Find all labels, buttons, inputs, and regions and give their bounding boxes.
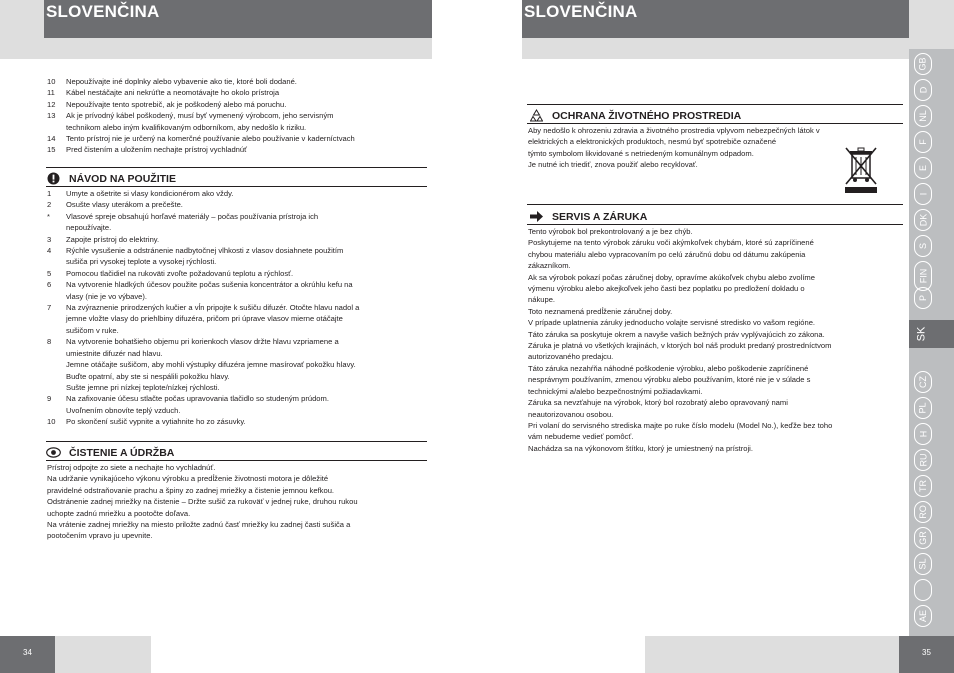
list-item-text: technikom alebo iným kvalifikovaným odborníkom, aby nedošlo k riziku. <box>66 122 307 132</box>
list-item-number: 8 <box>47 337 52 347</box>
list-item-number: 11 <box>47 88 55 98</box>
language-tab-label: H <box>918 430 928 438</box>
text-line: Odstránenie zadnej mriežky na čistenie – Držte sušič za rukoväť v jednej ruke, druhou rukou <box>47 497 358 507</box>
text-line: pootočením vpravo ju upevnite. <box>47 531 153 541</box>
list-item <box>47 144 427 155</box>
page-title: SLOVENČINA <box>44 0 432 38</box>
language-tab[interactable] <box>914 53 932 75</box>
language-tab[interactable] <box>914 157 932 179</box>
language-tab-label: SL <box>917 558 928 570</box>
language-tab[interactable] <box>914 501 932 523</box>
divider <box>46 441 427 442</box>
language-tab-label: I <box>917 192 928 196</box>
list-item-number <box>47 222 66 233</box>
list-item-number: * <box>47 211 50 221</box>
list-item <box>47 313 427 324</box>
text-line: Poskytujeme na tento výrobok záruku voči akýmkoľvek chybám, ktoré sú zapríčinené <box>528 238 814 248</box>
language-tab[interactable] <box>914 579 932 601</box>
list-item-number: 2 <box>47 200 52 210</box>
arrow-right-icon <box>529 209 544 224</box>
list-item <box>47 256 427 267</box>
list-item-number: 14 <box>47 134 56 144</box>
page-title: SLOVENČINA <box>522 0 909 38</box>
list-item <box>47 122 427 133</box>
text-line: autorizovaného predajcu. <box>528 352 614 362</box>
list-item-number <box>47 382 66 393</box>
list-item-number <box>47 405 66 416</box>
recycle-icon <box>529 108 544 123</box>
service-text <box>528 226 908 454</box>
language-tab-label: GB <box>917 57 928 71</box>
list-item-text: Na vytvorenie bohatšieho objemu pri korienkoch vlasov držte hlavu vzpriamene a <box>66 337 339 347</box>
text-line: vám nebudeme vedieť pomôcť. <box>528 432 634 442</box>
list-item <box>47 87 427 98</box>
list-item-text: Nepoužívajte iné doplnky alebo vybavenie ako tie, ktoré boli dodané. <box>66 77 297 86</box>
list-item <box>47 133 427 144</box>
list-item-number: 9 <box>47 394 52 404</box>
service-heading <box>529 209 647 224</box>
list-item-text: Sušte jemne pri nízkej teplote/nízkej rýchlosti. <box>66 382 220 392</box>
cleaning-title: ČISTENIE A ÚDRŽBA <box>69 446 175 459</box>
language-tab-active[interactable] <box>909 320 954 348</box>
language-tab[interactable] <box>914 449 932 471</box>
divider <box>46 460 427 461</box>
text-line: výmenu výrobku alebo akejkoľvek jeho časti bez poplatku po predložení dokladu o <box>528 284 805 294</box>
list-item <box>47 222 427 233</box>
list-item <box>47 110 427 121</box>
language-tab-label: NL <box>917 110 928 122</box>
text-line: Táto záruka nezahŕňa náhodné poškodenie výrobku, alebo poškodenie zapríčinené <box>528 363 809 373</box>
cleaning-text <box>47 462 432 542</box>
list-item-text: Pomocou tlačidiel na rukoväti zvoľte požadovanú teplotu a rýchlosť. <box>66 268 294 278</box>
list-item-text: Na zafixovanie účesu stlačte počas upravovania tlačidlo so studeným prúdom. <box>66 394 329 404</box>
text-line: chybou materiálu alebo vypracovaním po celú záručnú dobu od dátumu zakúpenia <box>528 249 806 259</box>
list-item-text: Nepoužívajte tento spotrebič, ak je poškodený alebo má poruchu. <box>66 99 287 109</box>
language-tab[interactable] <box>914 397 932 419</box>
environment-heading <box>529 108 741 123</box>
list-item-number <box>47 122 66 133</box>
list-item-text: sušičom v ruke. <box>66 325 119 335</box>
list-item <box>47 371 427 382</box>
list-item-text: vlasy (nie je vo výbave). <box>66 291 148 301</box>
language-tab-label: P <box>917 294 928 302</box>
list-item-text: Na zvýraznenie prirodzených kučier a vĺn pripojte k sušiču difuzér. Otočte hlavu nadol a <box>66 303 360 313</box>
list-item-number: 13 <box>47 111 56 121</box>
list-item-number <box>47 313 66 324</box>
text-line: Ak sa výrobok pokazí počas záručnej doby, opravíme akúkoľvek chybu alebo zvolíme <box>528 272 815 282</box>
list-item-text: Na vytvorenie hladkých účesov použite počas sušenia koncentrátor a okrúhlu kefu na <box>66 280 353 290</box>
service-title: SERVIS A ZÁRUKA <box>552 210 648 223</box>
list-item-text: nepoužívajte. <box>66 223 112 233</box>
language-tab-label: RO <box>918 505 928 519</box>
list-item <box>47 393 427 404</box>
environment-text <box>528 125 868 171</box>
list-item-number: 10 <box>47 417 56 427</box>
right-page <box>477 0 954 673</box>
text-line: Aby nedošlo k ohrozeniu zdravia a životného prostredia vplyvom nebezpečných látok v <box>528 126 820 135</box>
list-item <box>47 359 427 370</box>
list-item <box>47 382 427 393</box>
list-item-text: Ak je prívodný kábel poškodený, musí byť vymenený výrobcom, jeho servisným <box>66 111 334 121</box>
text-line: nesprávnym používaním, zmenou výrobku alebo používaním, ktoré nie je v súlade s <box>528 375 811 385</box>
language-tab[interactable] <box>914 287 932 309</box>
text-line: Záruka je platná vo všetkých krajinách, v ktorých bol náš produkt predaný prostredníctvom <box>528 341 832 351</box>
usage-list <box>47 188 427 428</box>
list-item-number <box>47 325 66 336</box>
list-item <box>47 325 427 336</box>
list-item <box>47 234 427 245</box>
list-item <box>47 302 427 313</box>
list-item <box>47 268 427 279</box>
list-item <box>47 291 427 302</box>
list-item <box>47 416 427 427</box>
crossed-bin-icon <box>843 146 879 194</box>
language-tab[interactable] <box>914 131 932 153</box>
language-tab[interactable] <box>914 475 932 497</box>
language-tab-label: DK <box>917 213 928 227</box>
list-item-number <box>47 291 66 302</box>
text-line: elektrických a elektronických produktoch, nesmú byť spotrebiče označené <box>528 137 777 147</box>
language-tab-label: F <box>918 139 928 145</box>
list-item-text: Buďte opatrní, aby ste si nespálili pokožku hlavy. <box>66 371 230 381</box>
language-tab-label: D <box>918 86 928 94</box>
list-item <box>47 405 427 416</box>
usage-title: NÁVOD NA POUŽITIE <box>69 172 176 185</box>
list-item-number: 3 <box>47 234 52 244</box>
text-line: zákazníkom. <box>528 261 571 271</box>
list-item-text: Po skončení sušič vypnite a vytiahnite ho zo zásuvky. <box>66 417 246 427</box>
text-line: Záruka sa nevzťahuje na výrobok, ktorý bol rozobratý alebo opravovaný nami <box>528 398 788 408</box>
language-tab[interactable] <box>914 553 932 575</box>
text-line: technickými a/alebo bezpečnostnými požiadavkami. <box>528 386 703 396</box>
list-item-text: Rýchle vysušenie a odstránenie nadbytočnej vlhkosti z vlasov dosiahnete použitím <box>66 246 344 256</box>
divider <box>46 167 427 168</box>
divider <box>527 104 903 105</box>
list-item <box>47 188 427 199</box>
list-item <box>47 336 427 347</box>
language-tab-label: CZ <box>918 376 928 388</box>
list-item-text: sušiča pri vysokej teplote a vysokej rýchlosti. <box>66 257 217 267</box>
list-item-number: 5 <box>47 268 52 278</box>
language-tab-label: RU <box>918 453 928 467</box>
text-line: týmto symbolom likvidované s netriedeným komunálnym odpadom. <box>528 148 754 158</box>
list-item <box>47 76 427 87</box>
page-number: 34 <box>0 636 55 673</box>
language-tab-label: FIN <box>918 268 928 284</box>
warning-icon <box>46 171 61 186</box>
list-item-number: 15 <box>47 145 56 155</box>
divider <box>527 224 903 225</box>
environment-title: OCHRANA ŽIVOTNÉHO PROSTREDIA <box>552 109 742 122</box>
cleaning-heading <box>46 445 174 460</box>
list-item <box>47 211 427 222</box>
text-line: Na udržanie vynikajúceho výkonu výrobku a predĺženie životnosti motora je dôležité <box>47 474 329 484</box>
list-item-text: Jemne otáčajte sušičom, aby mohli výstupky difuzéra jemne masírovať pokožku hlavy. <box>66 360 356 370</box>
list-item <box>47 279 427 290</box>
divider <box>527 123 903 124</box>
list-item-text: Kábel nestáčajte ani nekrúťte a neomotávajte ho okolo prístroja <box>66 88 280 98</box>
page-number: 35 <box>899 636 954 673</box>
text-line: Toto neznamená predĺženie záručnej doby. <box>528 306 673 316</box>
list-item-text: Tento prístroj nie je určený na komerčné používanie alebo používanie v kaderníctvach <box>66 134 355 144</box>
text-line: Pri volaní do servisného strediska majte po ruke číslo modelu (Model No.), keďže bez toho <box>528 420 833 430</box>
list-item-text: Osušte vlasy uterákom a prečešte. <box>66 200 183 210</box>
language-tab[interactable] <box>914 209 932 231</box>
text-line: Prístroj odpojte zo siete a nechajte ho vychladnúť. <box>47 463 216 472</box>
language-tab[interactable] <box>914 105 932 127</box>
list-item-text: Zapojte prístroj do elektriny. <box>66 234 160 244</box>
language-tab-label: TR <box>918 480 928 492</box>
list-item-text: jemne vložte vlasy do priehlbiny difuzéra, pričom pri úprave vlasov mierne otáčajte <box>66 314 343 324</box>
language-tab[interactable] <box>914 605 932 627</box>
eye-icon <box>46 445 61 460</box>
list-item-number <box>47 371 66 382</box>
divider <box>527 204 903 205</box>
list-item-text: Vlasové spreje obsahujú horľavé materiály – počas používania prístroja ich <box>66 211 319 221</box>
list-item <box>47 348 427 359</box>
language-tab[interactable] <box>914 423 932 445</box>
list-item-number <box>47 256 66 267</box>
language-tab-label: GR <box>918 531 928 545</box>
language-tab-label: PL <box>917 402 928 414</box>
list-item-text: umiestnite difuzér nad hlavu. <box>66 348 163 358</box>
list-item-number: 1 <box>47 189 52 198</box>
list-item-text: Pred čistením a uložením nechajte prístroj vychladnúť <box>66 145 247 155</box>
language-tab[interactable] <box>914 527 932 549</box>
text-line: Na vrátenie zadnej mriežky na miesto priložte zadnú časť mriežky ku zadnej časti sušiča a <box>47 520 351 530</box>
list-item-number: 6 <box>47 280 52 290</box>
list-item <box>47 99 427 110</box>
list-item-number: 10 <box>47 77 56 86</box>
text-line: Táto záruka sa poskytuje okrem a navyše vašich bežných práv vyplývajúcich zo zákona. <box>528 329 825 339</box>
list-item-text: Umyte a ošetrite si vlasy kondicionérom ako vždy. <box>66 189 234 198</box>
active-language-label: SK <box>915 326 928 342</box>
list-item <box>47 199 427 210</box>
list-item-number: 4 <box>47 246 52 256</box>
text-line: Tento výrobok bol prekontrolovaný a je bez chýb. <box>528 227 693 236</box>
list-item-number: 7 <box>47 303 52 313</box>
language-tab[interactable] <box>914 235 932 257</box>
list-item-text: Uvoľnením obnovíte teplý vzduch. <box>66 405 181 415</box>
text-line: V prípade uplatnenia záruky jednoducho volajte servisné stredisko vo vašom regióne. <box>528 318 816 328</box>
usage-heading <box>46 171 176 186</box>
language-tab[interactable] <box>914 371 932 393</box>
language-tab-label: S <box>917 242 928 250</box>
language-tab[interactable] <box>914 183 932 205</box>
language-tab-label: AE <box>917 609 928 623</box>
language-tab[interactable] <box>914 79 932 101</box>
text-line: uchopte zadnú mriežku a pootočte doľava. <box>47 508 191 518</box>
text-line: Nachádza sa na výkonovom štítku, ktorý je umiestnený na prístroji. <box>528 443 753 453</box>
text-line: nákupe. <box>528 295 556 305</box>
language-tab-label: E <box>917 164 928 172</box>
text-line: neautorizovanou osobou. <box>528 409 614 419</box>
list-item <box>47 245 427 256</box>
divider <box>46 186 427 187</box>
list-item-number <box>47 348 66 359</box>
list-item-number <box>47 359 66 370</box>
safety-list <box>47 76 427 156</box>
text-line: Je nutné ich triediť, znova použiť alebo recyklovať. <box>528 160 698 170</box>
list-item-number: 12 <box>47 99 56 109</box>
text-line: pravidelné odstraňovanie prachu a špiny zo zadnej mriežky a čistenie jemnou kefkou. <box>47 485 335 495</box>
